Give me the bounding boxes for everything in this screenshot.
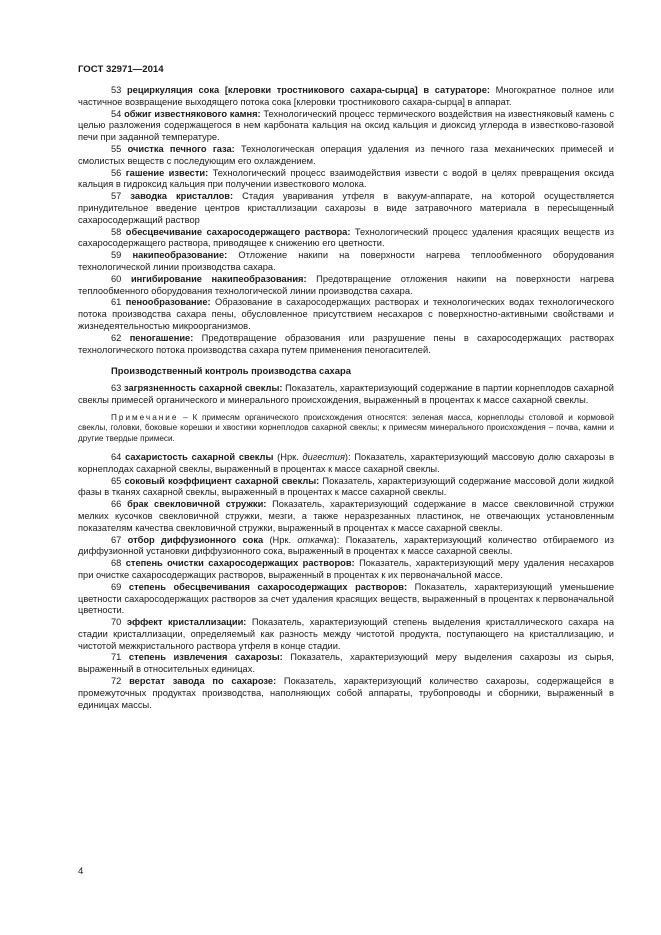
term-paren-close: ): [333, 534, 340, 545]
term-entry-67 [78, 535, 614, 559]
term-definition: Предотвращение образования или разрушение пены в сахаросодержащих растворах технологического потока производства сахара путем применения пеногасителей. [78, 332, 614, 355]
term-number: 56 [111, 167, 122, 178]
standard-header: ГОСТ 32971—2014 [78, 64, 164, 75]
term-number: 62 [111, 332, 122, 343]
term-number: 71 [111, 652, 122, 663]
term-number: 53 [111, 85, 122, 95]
term-number: 66 [111, 499, 122, 510]
term-definition: Образование в сахаросодержащих растворах и технологических водах технологического потока производства сахара пены, обусловленное присутствием несахаров с поверхностно-активными свойствами и жизнедеятельностью микроорганизмов. [78, 297, 614, 331]
term-definition: Показатель, характеризующий меру выделения сахарозы из сырья, выраженный в относительных единицах. [78, 652, 614, 675]
term-definition: Показатель, характеризующий содержание в массе свекловичной стружки мелких кусочков свекловичной стружки, мезги, а также неразрезанных пластинок, не отвечающих установленным показателям качества свекловичной стружки, выраженный в процентах к массе сахарной свеклы. [78, 499, 615, 533]
term-definition: Показатель, характеризующий массовую долю сахарозы в корнеплодах сахарной свеклы, выраженный в процентах к массе сахарной свеклы. [78, 451, 615, 474]
term-definition: Стадия уваривания утфеля в вакуум-аппарате, на которой осуществляется принудительное введение центров кристаллизации сахарозы в виде затравочного материала в пересыщенный сахаросодержащий раствор [78, 191, 614, 225]
term-number: 55 [111, 143, 122, 154]
term-number: 70 [111, 617, 122, 628]
term-name: накипеобразование: [132, 250, 228, 261]
term-entry-68 [78, 558, 614, 582]
term-number: 67 [111, 534, 122, 545]
term-entry-56 [78, 168, 614, 192]
term-paren-open: (Нрк. [273, 451, 303, 462]
term-definition: Технологический процесс термического воздействия на известняковый камень с целью разложения содержащегося в нем карбоната кальция на оксид кальция и диоксид углерода в известково-газовой печи при заданной температуре. [78, 108, 614, 143]
term-definition: Предотвращение отложения накипи на поверхности нагрева теплообменного оборудования технологической линии производства сахара. [78, 273, 614, 296]
term-entry-58 [78, 227, 614, 251]
term-number: 63 [111, 383, 122, 394]
term-name: степень обесцвечивания сахаросодержащих растворов: [128, 581, 408, 592]
term-number: 57 [111, 191, 122, 202]
term-definition: Показатель, характеризующий степень выделения кристаллического сахара на стадии кристаллизации, определяемый как разность между чистотой продукта, поступающего на кристаллизацию, и чистотой межкристального раствора утфеля в конце стадии. [78, 617, 614, 651]
term-definition: Технологический процесс взаимодействия извести с водой в целях превращения оксида кальция в гидроксид кальция при получении известкового молока. [78, 167, 614, 190]
term-entry-72 [78, 676, 614, 711]
term-name: обесцвечивание сахаросодержащего раствора: [125, 226, 351, 237]
term-entry-62 [78, 333, 614, 357]
document-body [78, 85, 614, 711]
terms-list-c [78, 558, 614, 711]
term-name: заводка кристаллов: [130, 191, 234, 202]
term-entry-65 [78, 476, 614, 500]
term-entry-71 [78, 652, 614, 676]
term-number: 69 [111, 581, 122, 592]
term-entry-54 [78, 109, 614, 144]
term-name: соковый коэффициент сахарной свеклы: [124, 475, 320, 486]
note [78, 413, 614, 444]
term-paren-open: (Нрк. [263, 534, 298, 545]
term-number: 64 [111, 451, 122, 462]
term-definition: Показатель, характеризующий количество отбираемого из диффузионной установки диффузионного сока, выраженный в процентах к массе сахарной свеклы. [78, 534, 615, 557]
term-name: обжиг известнякового камня: [124, 108, 261, 119]
term-entry-57 [78, 191, 614, 226]
term-entry-63 [78, 383, 614, 407]
page-number: 4 [78, 866, 84, 877]
term-number: 68 [111, 558, 122, 569]
term-number: 59 [111, 250, 122, 261]
term-number: 65 [111, 475, 122, 486]
term-number: 72 [111, 676, 122, 687]
term-entry-61 [78, 297, 614, 332]
term-entry-69 [78, 582, 614, 617]
term-name: пеногашение: [129, 332, 194, 343]
term-entry-60 [78, 274, 614, 298]
term-definition: Показатель, характеризующий количество сахарозы, содержащейся в промежуточных продуктах производства, наполняющих собой аппараты, трубопроводы и сборники, выраженный в единицах массы. [78, 676, 614, 710]
note-text: – К примесям органического происхождения относятся: зеленая масса, корнеплоды столовой и кормовой свеклы, головки, боковые корешки и хвостики корнеплодов сахарной свеклы; к примесям минерального происхождения – почва, камни и другие твердые примеси. [78, 412, 614, 443]
term-paren-close: ): [344, 451, 351, 462]
term-name: отбор диффузионного сока [127, 534, 264, 545]
term-name: гашение извести: [125, 167, 209, 178]
term-definition: Показатель, характеризующий содержание массовой доли жидкой фазы в тканях сахарной свеклы, выраженный в процентах к массе сахарной свеклы. [78, 475, 614, 498]
term-name: сахаристость сахарной свеклы [125, 451, 274, 462]
term-definition: Показатель, характеризующий меру удаления несахаров при очистке сахаросодержащих растворов, выраженный в процентах к их первоначальной массе. [78, 558, 614, 580]
term-alternative: дигестия [302, 451, 345, 462]
term-entry-70 [78, 617, 614, 652]
term-name: рециркуляция сока [клеровки тростникового сахара-сырца] в сатураторе: [127, 85, 490, 95]
term-entry-53 [78, 85, 614, 109]
term-alternative: откачка [297, 534, 334, 545]
term-entry-55 [78, 144, 614, 168]
term-definition: Показатель, характеризующий уменьшение цветности сахаросодержащих растворов за счет удаления красящих веществ, выраженный в процентах к первоначальной цветности. [78, 581, 614, 616]
section-title: Производственный контроль производства сахара [111, 365, 351, 377]
term-entry-66 [78, 499, 614, 534]
term-entry-59 [78, 250, 614, 274]
term-name: верстат завода по сахарозе: [129, 676, 277, 687]
term-entry-64 [78, 452, 614, 476]
term-definition: Показатель, характеризующий содержание в партии корнеплодов сахарной свеклы примесей органического и минерального происхождения, выраженный в процентах к массе сахарной свеклы. [78, 383, 614, 405]
note-label: Примечание [111, 412, 179, 422]
term-name: эффект кристаллизации: [126, 617, 247, 628]
term-name: пенообразование: [125, 297, 211, 308]
term-name: степень очистки сахаросодержащих растворов: [125, 558, 355, 569]
term-name: ингибирование накипеобразования: [130, 273, 307, 284]
term-number: 60 [111, 273, 122, 284]
term-number: 61 [111, 297, 122, 308]
term-definition: Технологическая операция удаления из печного газа механических примесей и смолистых веществ с последующим его охлаждением. [78, 143, 614, 166]
terms-list-a [78, 85, 614, 356]
term-name: брак свекловичной стружки: [127, 499, 267, 510]
term-definition: Отложение накипи на поверхности нагрева теплообменного оборудования технологической линии производства сахара. [78, 250, 614, 272]
term-number: 54 [111, 108, 122, 119]
term-name: очистка печного газа: [127, 143, 235, 154]
term-definition: Технологический процесс удаления красящих веществ из сахаросодержащего раствора, приводящее к снижению его цветности. [78, 226, 614, 249]
term-definition: Многократное полное или частичное возвращение выходящего потока сока [клеровки тростникового сахара-сырца] в аппарат. [78, 85, 614, 107]
terms-list-b [78, 476, 614, 535]
term-name: степень извлечения сахарозы: [128, 652, 283, 663]
term-name: загрязненность сахарной свеклы: [123, 383, 283, 394]
term-number: 58 [111, 226, 122, 237]
